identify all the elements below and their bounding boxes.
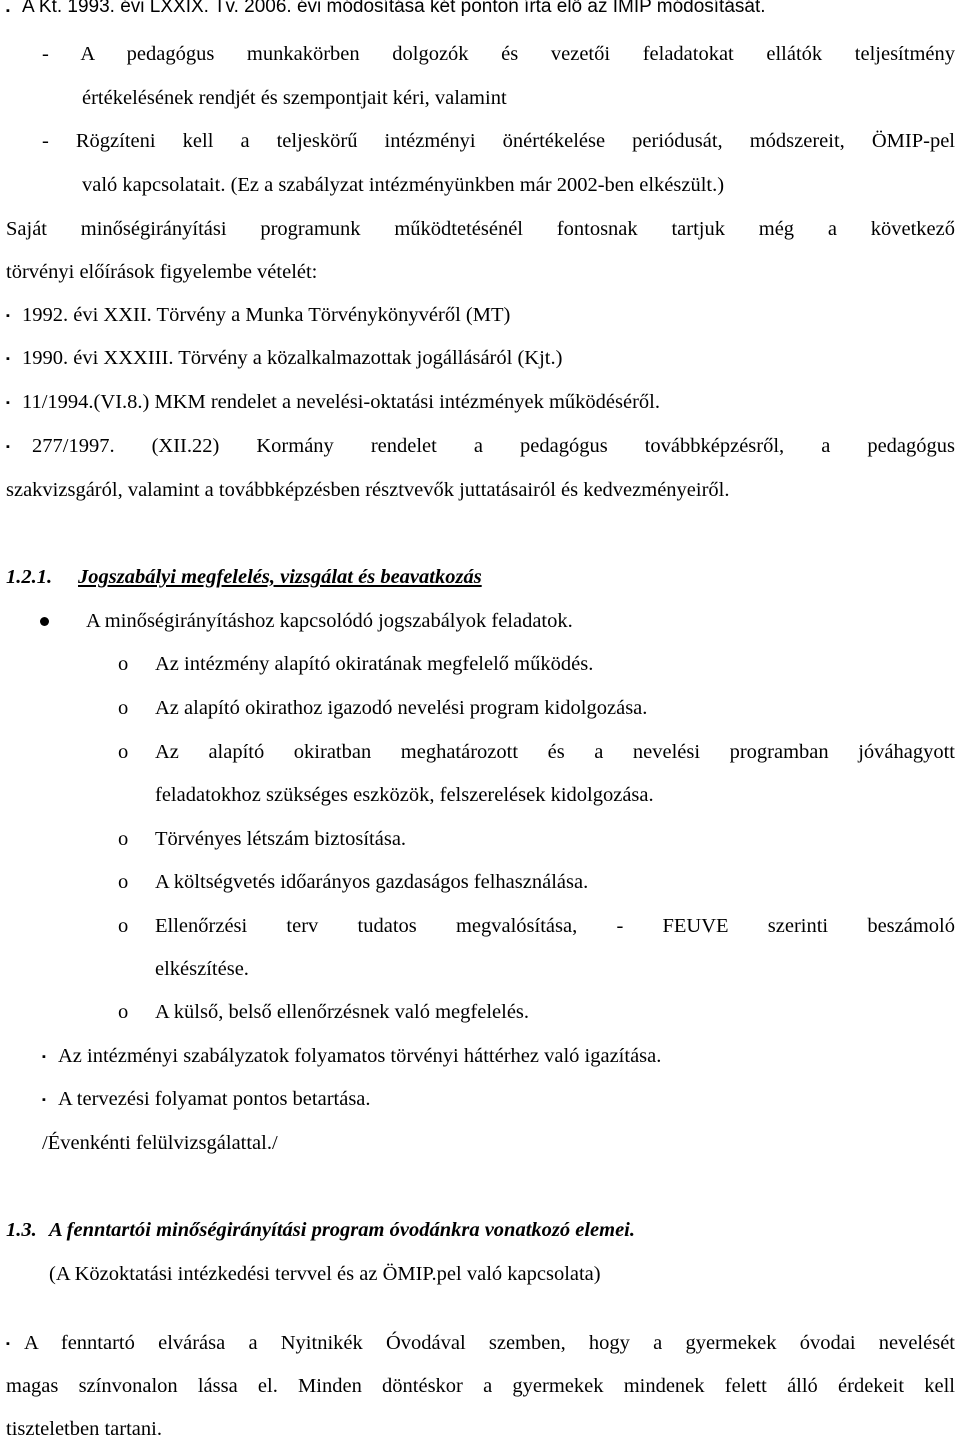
circle-bullet-icon: o (118, 915, 129, 937)
section-title-1-3: A fenntartói minőségirányítási program óvodánkra vonatkozó elemei. (49, 1219, 636, 1241)
square-bullet-icon: ▪ (42, 1051, 46, 1063)
circle-bullet-icon: o (118, 871, 129, 893)
square-bullet-icon: ▪ (6, 397, 10, 409)
square-bullet-icon: ▪ (6, 310, 10, 322)
top-line: A Kt. 1993. évi LXXIX. Tv. 2006. évi módosítása két ponton írta elő az IMIP módosítását. (22, 0, 766, 17)
circle-bullet-icon: o (118, 653, 129, 675)
policy-item-1: Az intézményi szabályzatok folyamatos törvényi háttérhez való igazítása. (58, 1045, 662, 1067)
paragraph-1-line-2: törvényi előírások figyelembe vételét: (6, 261, 318, 283)
sub-item-6-line-1: Ellenőrzési terv tudatos megvalósítása, - FEUVE szerinti beszámoló (155, 915, 955, 937)
round-bullet-icon (40, 617, 49, 626)
law-item-4-line-1: 277/1997. (XII.22) Kormány rendelet a pedagógus továbbképzésről, a pedagógus (32, 435, 955, 457)
dash-item-1-line-2: értékelésének rendjét és szempontjait kéri, valamint (82, 87, 507, 109)
section-number-1-2-1: 1.2.1. (6, 566, 53, 588)
sub-item-6-line-2: elkészítése. (155, 958, 249, 980)
dash-item-1-line-1: - A pedagógus munkakörben dolgozók és vezetői feladatokat ellátók teljesítmény (42, 43, 955, 65)
circle-bullet-icon: o (118, 828, 129, 850)
sub-item-3-line-1: Az alapító okiratban meghatározott és a nevelési programban jóváhagyott (155, 741, 955, 763)
circle-bullet-icon: o (118, 697, 129, 719)
final-paragraph-line-2: magas színvonalon lássa el. Minden döntéskor a gyermekek mindenek felett álló érdekeit kell (6, 1375, 955, 1397)
main-bullet-text: A minőségirányításhoz kapcsolódó jogszabályok feladatok. (86, 610, 573, 632)
dash-item-2-line-1: - Rögzíteni kell a teljeskörű intézményi önértékelése periódusát, módszereit, ÖMIP-pel (42, 130, 955, 152)
section-number-1-3: 1.3. (6, 1219, 37, 1241)
sub-item-3-line-2: feladatokhoz szükséges eszközök, felszerelések kidolgozása. (155, 784, 654, 806)
law-item-2: 1990. évi XXXIII. Törvény a közalkalmazottak jogállásáról (Kjt.) (22, 347, 563, 369)
square-bullet-icon: ▪ (6, 5, 10, 17)
sub-item-7: A külső, belső ellenőrzésnek való megfelelés. (155, 1001, 530, 1023)
square-bullet-icon: ▪ (6, 353, 10, 365)
final-paragraph-line-3: tiszteletben tartani. (6, 1418, 162, 1440)
sub-item-4: Törvényes létszám biztosítása. (155, 828, 407, 850)
sub-item-5: A költségvetés időarányos gazdaságos felhasználása. (155, 871, 589, 893)
annual-review-note: /Évenkénti felülvizsgálattal./ (42, 1132, 278, 1154)
paragraph-1-line-1: Saját minőségirányítási programunk működtetésénél fontosnak tartjuk még a következő (6, 218, 955, 240)
law-item-4-line-2: szakvizsgáról, valamint a továbbképzésben résztvevők juttatásairól és kedvezményeiről. (6, 479, 730, 501)
law-item-1: 1992. évi XXII. Törvény a Munka Törvénykönyvéről (MT) (22, 304, 511, 326)
square-bullet-icon: ▪ (42, 1094, 46, 1106)
dash-item-2-line-2: való kapcsolatait. (Ez a szabályzat intézményünkben már 2002-ben elkészült.) (82, 174, 725, 196)
policy-item-2: A tervezési folyamat pontos betartása. (58, 1088, 371, 1110)
square-bullet-icon: ▪ (6, 1338, 10, 1350)
sub-item-1: Az intézmény alapító okiratának megfelelő működés. (155, 653, 594, 675)
final-paragraph-line-1: A fenntartó elvárása a Nyitnikék Óvodával szemben, hogy a gyermekek óvodai nevelését (24, 1332, 955, 1354)
law-item-3: 11/1994.(VI.8.) MKM rendelet a nevelési-oktatási intézmények működéséről. (22, 391, 660, 413)
circle-bullet-icon: o (118, 741, 129, 763)
circle-bullet-icon: o (118, 1001, 129, 1023)
sub-item-2: Az alapító okirathoz igazodó nevelési program kidolgozása. (155, 697, 648, 719)
square-bullet-icon: ▪ (6, 441, 10, 453)
section-title-1-2-1: Jogszabályi megfelelés, vizsgálat és beavatkozás (78, 566, 482, 588)
section-subtitle-1-3: (A Közoktatási intézkedési tervvel és az ÖMIP.pel való kapcsolata) (49, 1263, 601, 1285)
